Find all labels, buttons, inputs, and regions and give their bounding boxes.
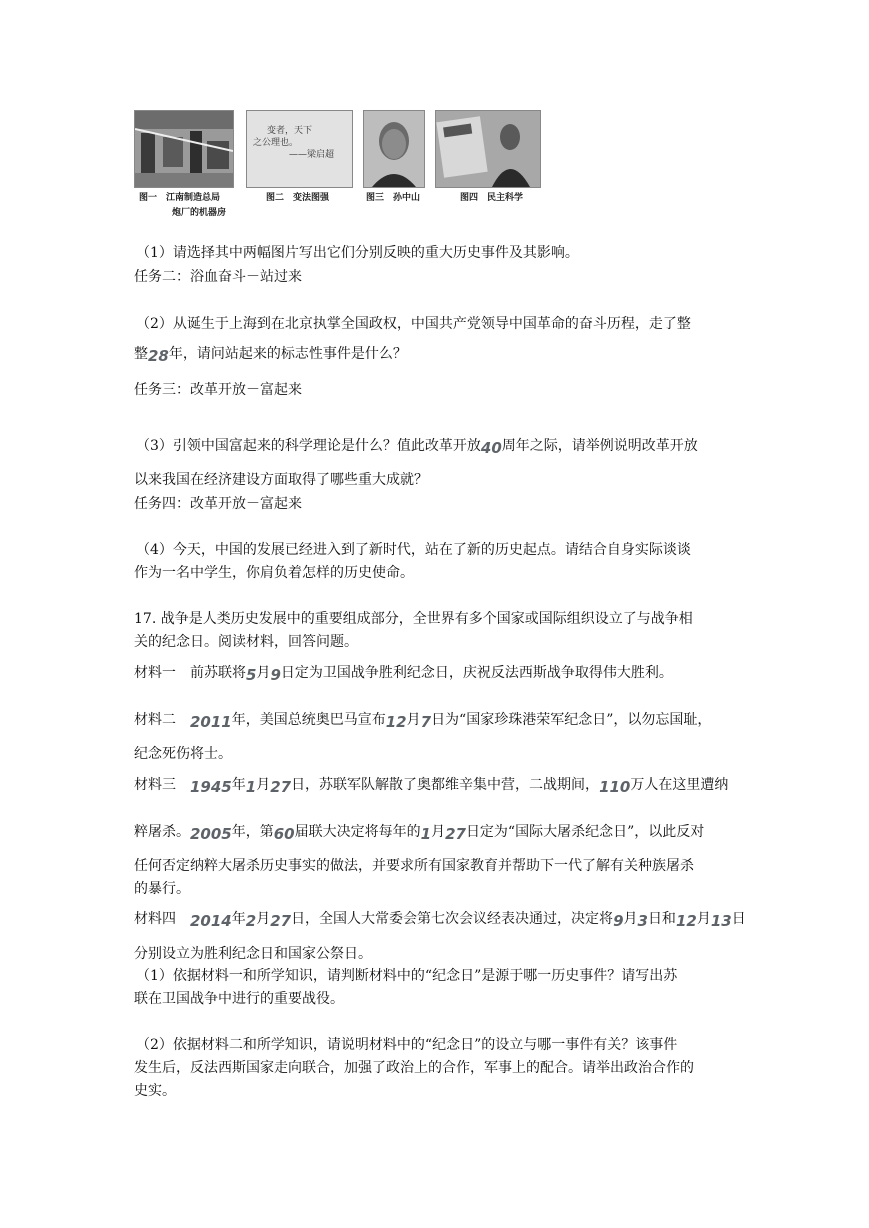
text: 日，全国人大常委会第七次会议经表决通过，决定将 [291, 911, 614, 927]
number: 2011 [190, 713, 232, 731]
question-4-line1: （4）今天，中国的发展已经进入到了新时代，站在了新的历史起点。请结合自身实际谈谈 [136, 542, 691, 558]
number: 110 [599, 778, 631, 796]
task-3-heading: 任务三：改革开放－富起来 [134, 382, 302, 398]
task-2-heading: 任务二：浴血奋斗－站过来 [134, 269, 302, 285]
text: 日为“国家珍珠港荣军纪念日”，以勿忘国耻， [431, 712, 712, 728]
figure3-caption: 图三 孙中山 [366, 193, 421, 203]
number: 9 [613, 912, 624, 930]
text: 月 [431, 824, 446, 840]
text: 月 [696, 911, 711, 927]
text: 材料二 [134, 712, 190, 728]
text: 万人在这里遭纳 [630, 777, 729, 793]
text: 月 [406, 712, 421, 728]
text: （3）引领中国富起来的科学理论是什么？值此改革开放 [136, 438, 481, 454]
photo-democracy-science [435, 110, 541, 188]
q17-intro-line2: 关的纪念日。阅读材料，回答问题。 [134, 634, 358, 650]
material-3-line3: 任何否定纳粹大屠杀历史事实的做法，并要求所有国家教育并帮助下一代了解有关种族屠杀 [134, 858, 694, 874]
text: 年，第 [231, 824, 274, 840]
text: 日定为卫国战争胜利纪念日，庆祝反法西斯战争取得伟大胜利。 [280, 665, 673, 681]
number: 7 [420, 713, 432, 731]
text: 月 [256, 665, 271, 681]
question-2-line1: （2）从诞生于上海到在北京执掌全国政权，中国共产党领导中国革命的奋斗历程，走了整 [136, 316, 691, 332]
text: 日和 [647, 911, 676, 927]
text: 届联大决定将每年的 [294, 824, 421, 840]
number: 2 [245, 912, 257, 930]
fig2-quote-line2: 之公理也。 [253, 138, 299, 148]
sub-question-2-line1: （2）依据材料二和所学知识，请说明材料中的“纪念日”的设立与哪一事件有关？该事件 [136, 1037, 678, 1053]
photo-jiangnan-arsenal [134, 110, 234, 188]
text: 月 [256, 911, 271, 927]
text: 材料四 [134, 911, 190, 927]
question-4-line2: 作为一名中学生，你肩负着怎样的历史使命。 [134, 565, 414, 581]
photo-reform-quote [246, 110, 353, 188]
material-2-line2: 纪念死伤将士。 [134, 746, 232, 762]
number-40: 40 [480, 439, 502, 457]
factory-image [135, 111, 233, 187]
question-1: （1）请选择其中两幅图片写出它们分别反映的重大历史事件及其影响。 [136, 245, 579, 261]
text: 周年之际，请举例说明改革开放 [501, 438, 698, 454]
text: 月 [623, 911, 638, 927]
number: 27 [270, 912, 292, 930]
material-3-line4: 的暴行。 [134, 881, 190, 897]
number: 5 [246, 666, 257, 684]
question-2-line2 [134, 344, 407, 363]
number-28: 28 [148, 347, 169, 365]
sub-question-2-line2: 发生后，反法西斯国家走向联合，加强了政治上的合作，军事上的配合。请举出政治合作的 [134, 1060, 694, 1076]
number: 2005 [190, 825, 232, 843]
task-4-heading: 任务四：改革开放－富起来 [134, 496, 302, 512]
text: 年，请问站起来的标志性事件是什么？ [168, 346, 407, 362]
material-2-line1 [134, 710, 711, 729]
number: 2014 [190, 912, 232, 930]
number: 60 [273, 825, 295, 843]
figure1-caption: 图一 江南制造总局 [139, 193, 221, 203]
sub-question-1-line2: 联在卫国战争中进行的重要战役。 [134, 991, 344, 1007]
number: 1 [245, 778, 257, 796]
text: 年 [231, 777, 246, 793]
text: 材料一 前苏联将 [134, 665, 246, 681]
text: 日，苏联军队解散了奥都维辛集中营，二战期间， [291, 777, 600, 793]
figure2-caption: 图二 变法图强 [266, 193, 330, 203]
material-4-line1 [134, 909, 746, 928]
photo-sun-yat-sen [363, 110, 425, 188]
question-3-line1 [136, 436, 698, 455]
text: 月 [256, 777, 271, 793]
question-3-line2: 以来我国在经济建设方面取得了哪些重大成就？ [134, 472, 428, 488]
number: 12 [385, 713, 407, 731]
q17-intro-line1: 17. 战争是人类历史发展中的重要组成部分，全世界有多个国家或国际组织设立了与战争相 [134, 611, 693, 627]
text: 粹屠杀。 [134, 824, 190, 840]
portrait-image [364, 111, 424, 187]
number: 1945 [190, 778, 232, 796]
sub-question-2-line3: 史实。 [134, 1083, 176, 1099]
material-1 [134, 663, 673, 682]
text: 材料三 [134, 777, 190, 793]
number: 1 [420, 825, 432, 843]
figure4-caption: 图四 民主科学 [460, 193, 524, 203]
material-3-line2 [134, 822, 704, 841]
number: 27 [445, 825, 466, 843]
material-3-line1 [134, 775, 728, 794]
text: 日定为“国际大屠杀纪念日”，以此反对 [465, 824, 705, 840]
number: 27 [270, 778, 292, 796]
text: 年 [231, 911, 246, 927]
text: 整 [134, 346, 148, 362]
number: 12 [675, 912, 697, 930]
number: 9 [270, 666, 281, 684]
material-4-line2: 分别设立为胜利纪念日和国家公祭日。 [134, 946, 372, 962]
text: 年，美国总统奥巴马宣布 [231, 712, 386, 728]
figure1-caption-line2: 炮厂的机器房 [172, 208, 227, 218]
sub-question-1-line1: （1）依据材料一和所学知识，请判断材料中的“纪念日”是源于哪一历史事件？请写出苏 [136, 968, 678, 984]
fig2-quote-line1: 变者，天下 [267, 126, 313, 136]
portrait-with-magazine-image [436, 111, 540, 187]
fig2-quote-author: ——梁启超 [289, 150, 335, 160]
text: 日 [731, 911, 746, 927]
number: 3 [637, 912, 648, 930]
number: 13 [710, 912, 732, 930]
